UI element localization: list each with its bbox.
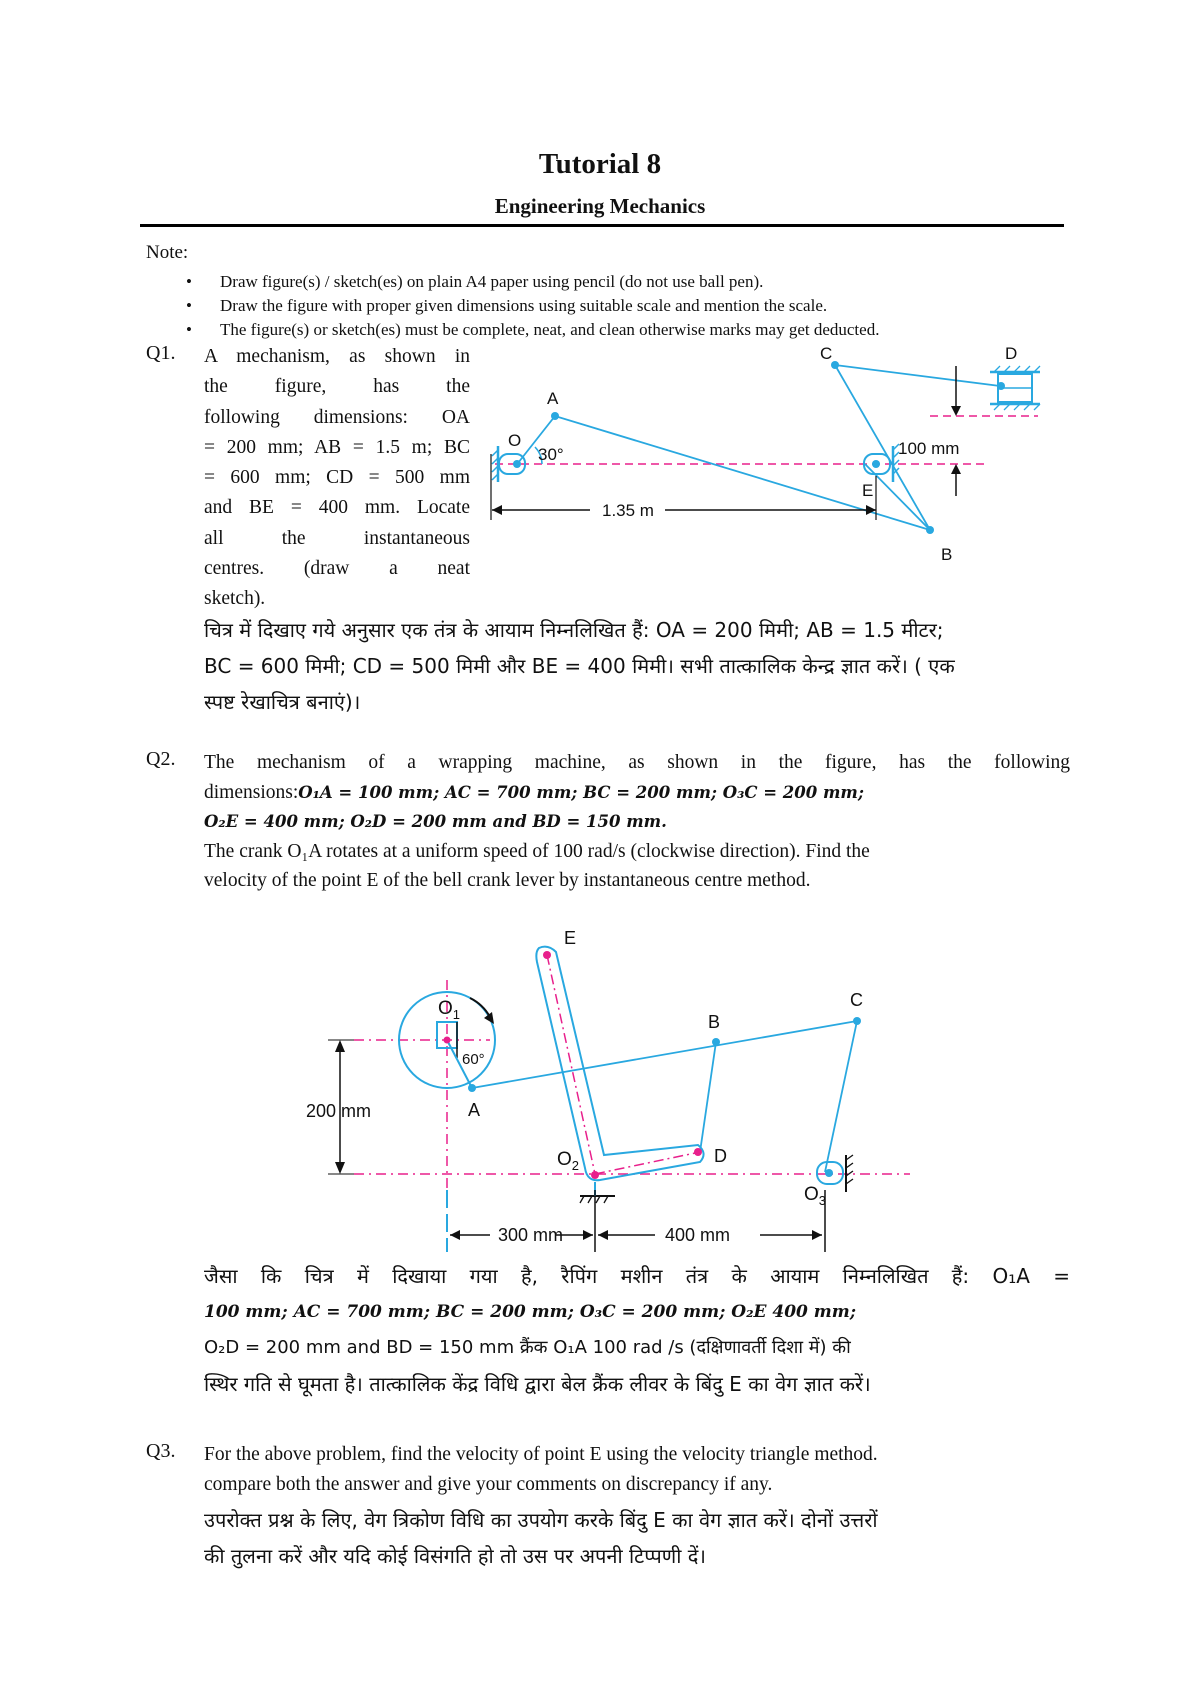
q3-hindi-line: उपरोक्त प्रश्न के लिए, वेग त्रिकोण विधि का उपयोग करके बिंदु E का वेग ज्ञात करें। दोनों उत्तरों	[204, 1508, 878, 1532]
q1-label-b: B	[941, 545, 953, 564]
q1-line: centres. (draw a neat	[204, 558, 470, 580]
q2-hindi-line: O₂D = 200 mm and BD = 150 mm क्रैंक O₁A 100 rad /s (दक्षिणावर्ती दिशा में) की	[204, 1337, 851, 1358]
q3-line: compare both the answer and give your comments on discrepancy if any.	[204, 1473, 773, 1495]
page-subtitle: Engineering Mechanics	[494, 194, 706, 218]
q2-label-o3: $O_3$	[804, 1184, 827, 1208]
q3-line: For the above problem, find the velocity of point E using the velocity triangle method.	[204, 1444, 878, 1465]
q3-hindi-line: की तुलना करें और यदि कोई विसंगति हो तो उस पर अपनी टिप्पणी दें।	[204, 1544, 706, 1568]
q2-dim-prefix: dimensions:	[204, 781, 299, 803]
q2-dim-vertical: 200 mm	[306, 1101, 372, 1121]
page-title: Tutorial 8	[538, 148, 662, 180]
q1-line: = 200 mm; AB = 1.5 m; BC	[204, 436, 470, 458]
note-item: • Draw the figure with proper given dimensions using suitable scale and mention the scale.	[186, 294, 879, 318]
q1-line: the figure, has the	[204, 376, 470, 398]
q2-label-o2: $O_2$	[557, 1149, 580, 1173]
q2-hindi-line: 100 mm; AC = 700 mm; BC = 200 mm; O₃C = 200 mm; O₂E 400 mm;	[204, 1302, 857, 1322]
note-item: • The figure(s) or sketch(es) must be complete, neat, and clean otherwise marks may get deducted.	[186, 318, 879, 342]
q2-label-e: E	[564, 928, 577, 948]
q1-mechanism-figure	[490, 344, 1050, 580]
q1-label-e: E	[862, 481, 874, 500]
q3-number: Q3.	[146, 1440, 176, 1462]
q1-line: all the instantaneous	[204, 527, 470, 549]
q3-hindi	[204, 1502, 1070, 1574]
q3-text	[204, 1440, 1070, 1499]
q1-hindi-line: स्पष्ट रेखाचित्र बनाएं)।	[204, 690, 361, 714]
q1-line: A mechanism, as shown in	[204, 346, 470, 367]
q2-angle: 60°	[462, 1051, 485, 1068]
q2-line: The crank O₁A rotates at a uniform speed of 100 rad/s (clockwise direction). Find the	[204, 840, 870, 862]
q2-hindi-line: जैसा कि चित्र में दिखाया गया है, रैपिंग मशीन तंत्र के आयाम निम्नलिखित हैं: O₁A =	[204, 1264, 1070, 1288]
q1-line: sketch).	[204, 588, 266, 610]
coupler-ac	[472, 1021, 857, 1088]
note-list	[186, 270, 879, 342]
q2-label-o1: $O_1$	[438, 998, 461, 1022]
q1-label-c: C	[820, 344, 833, 363]
q2-text	[204, 748, 1070, 896]
q1-label-d: D	[1005, 344, 1018, 363]
q1-hindi-line: चित्र में दिखाए गये अनुसार एक तंत्र के आयाम निम्नलिखित हैं: OA = 200 मिमी; AB = 1.5 मीटर;	[204, 618, 944, 642]
q2-hindi	[204, 1258, 1070, 1402]
q1-number: Q1.	[146, 342, 176, 364]
note-item: • Draw figure(s) / sketch(es) on plain A4 paper using pencil (do not use ball pen).	[186, 270, 879, 294]
q2-number: Q2.	[146, 748, 176, 770]
q2-line	[204, 778, 1070, 808]
q1-line: following dimensions: OA	[204, 406, 470, 428]
q1-text	[204, 342, 470, 615]
q2-dim-left: 300 mm	[498, 1225, 564, 1245]
q1-hindi	[204, 612, 1074, 720]
q1-line: and BE = 400 mm. Locate	[204, 497, 470, 519]
q2-dim-math: O₁A = 100 mm; AC = 700 mm; BC = 200 mm; O₃C = 200 mm;	[298, 782, 864, 802]
link-o3c	[825, 1021, 857, 1172]
q1-label-a: A	[547, 389, 559, 408]
q2-label-a: A	[468, 1100, 481, 1120]
link-bd	[700, 1042, 716, 1152]
q2-label-d: D	[714, 1146, 727, 1166]
q2-hindi-line: स्थिर गति से घूमता है। तात्कालिक केंद्र विधि द्वारा बेल क्रैंक लीवर के बिंदु E का वेग ज्ञात करें।	[204, 1372, 871, 1396]
q1-dim-offset: 100 mm	[898, 439, 960, 458]
q1-hindi-line: BC = 600 मिमी; CD = 500 मिमी और BE = 400 मिमी। सभी तात्कालिक केन्द्र ज्ञात करें। ( एक	[204, 654, 955, 678]
q2-dim-right: 400 mm	[665, 1225, 731, 1245]
q1-line: = 600 mm; CD = 500 mm	[204, 467, 470, 489]
q1-angle: 30°	[538, 445, 564, 464]
q2-label-c: C	[850, 990, 863, 1010]
q2-label-b: B	[708, 1012, 721, 1032]
q2-mechanism-figure	[306, 900, 950, 1270]
q1-dim-length: 1.35 m	[602, 501, 654, 520]
q2-line: O₂E = 400 mm; O₂D = 200 mm and BD = 150 mm.	[204, 812, 667, 831]
note-label: Note:	[146, 242, 189, 263]
bell-crank-lever	[536, 947, 703, 1181]
q2-line: The mechanism of a wrapping machine, as shown in the figure, has the following	[204, 752, 1070, 773]
q2-line: velocity of the point E of the bell crank lever by instantaneous centre method.	[204, 870, 811, 891]
header-rule	[140, 224, 1064, 227]
q1-label-o: O	[508, 431, 522, 450]
